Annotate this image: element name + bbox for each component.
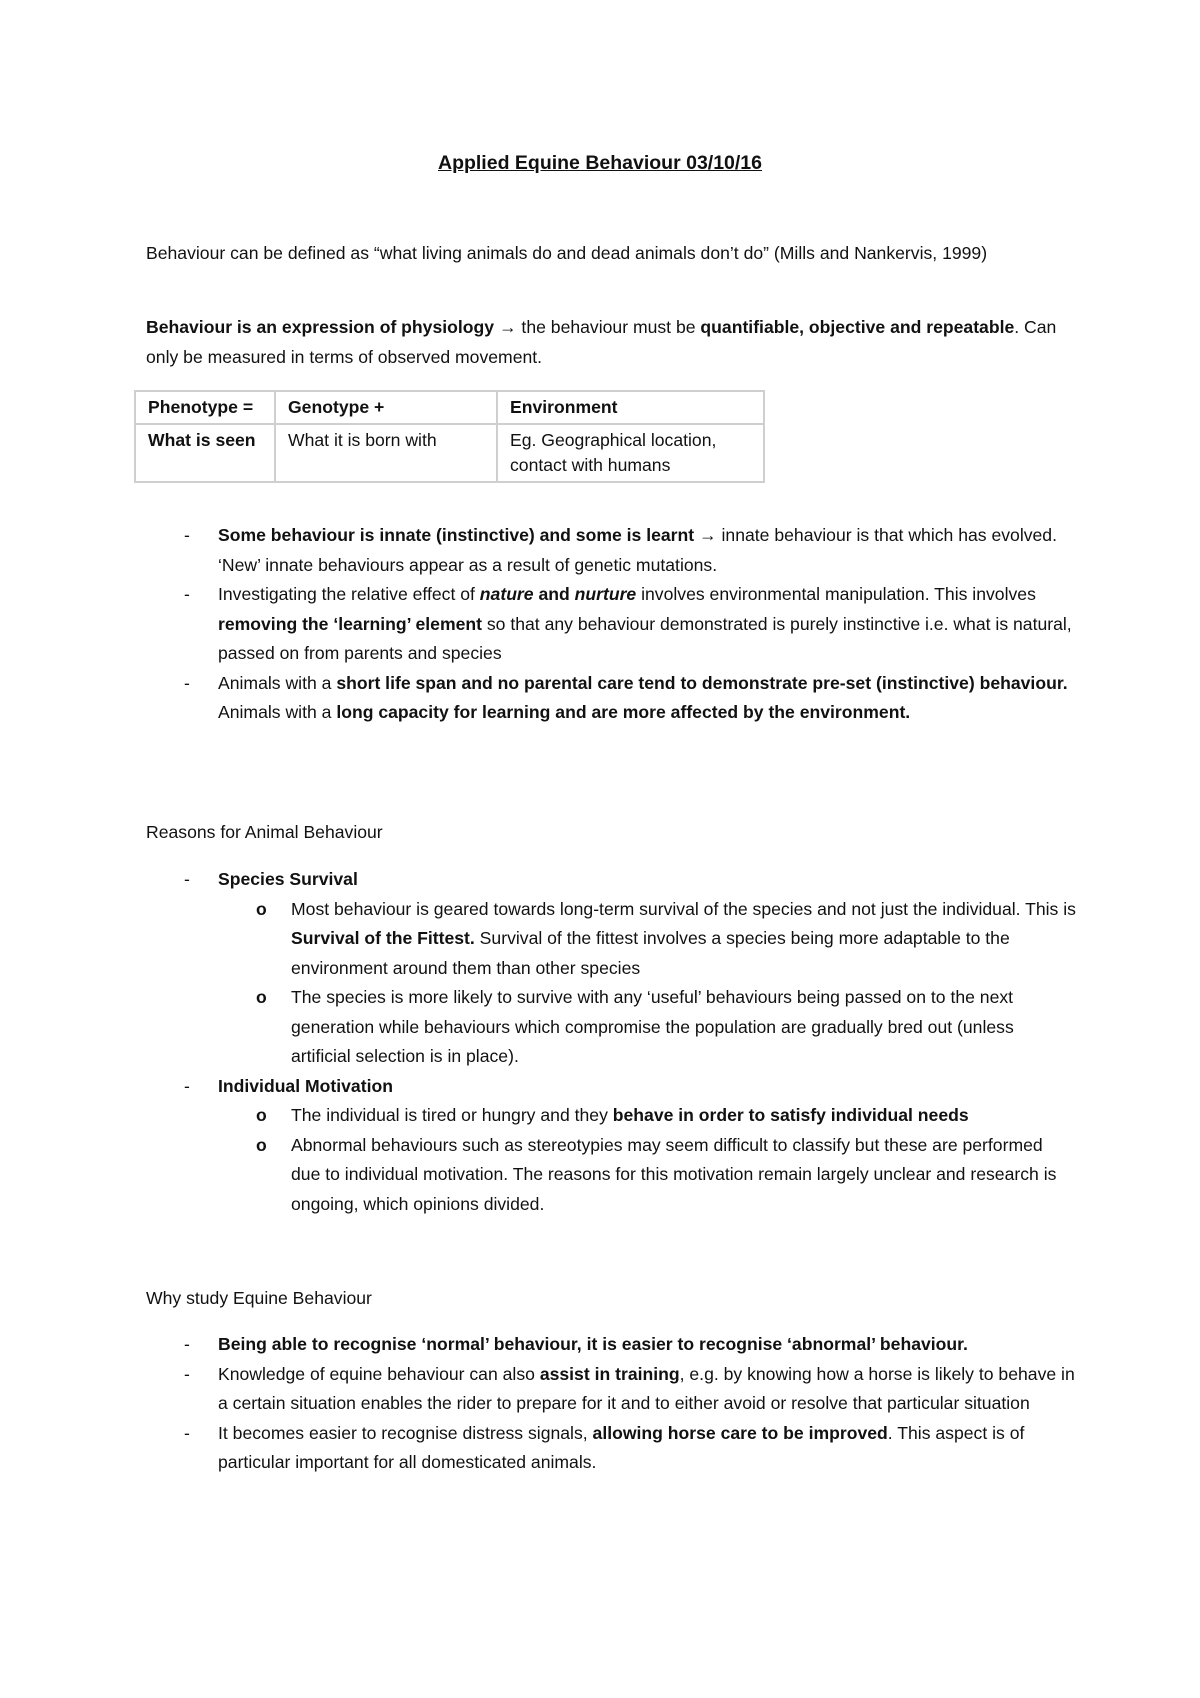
list-text: innate behaviour is that which has evolved. ‘New’ innate behaviours appear as a result of genetic mutations. [218, 525, 1057, 575]
table-cell [275, 424, 497, 482]
cell-text: Eg. Geographical location, contact with humans [510, 430, 717, 475]
bold-text: Being able to recognise ‘normal’ behaviour, it is easier to recognise ‘abnormal’ behaviour. [218, 1334, 968, 1354]
bold-text: Individual Motivation [218, 1075, 393, 1096]
cell-text: Genotype + [288, 397, 385, 417]
dash-bullet: - [184, 672, 190, 693]
list-text: Knowledge of equine behaviour can also [218, 1363, 540, 1384]
expression-text-1: the behaviour must be [516, 317, 701, 337]
list-text: Investigating the relative effect of [218, 584, 480, 604]
expression-bold-2: quantifiable, objective and repeatable [700, 317, 1015, 337]
bold-italic-text: nurture [574, 584, 637, 604]
list-item [146, 1419, 1076, 1478]
expression-bold-1: Behaviour is an expression of physiology [146, 317, 495, 337]
cell-text: Phenotype = [148, 397, 254, 417]
behaviour-list [146, 521, 1076, 728]
cell-text: Environment [510, 397, 618, 417]
bold-text: long capacity for learning and are more affected by the environment. [336, 702, 911, 722]
list-item [146, 521, 1076, 580]
bold-text: behave in order to satisfy individual needs [612, 1105, 969, 1125]
list-item [146, 1072, 1076, 1220]
table-cell [135, 424, 275, 482]
list-item [218, 1131, 1076, 1220]
list-text: involves environmental manipulation. This involves [636, 584, 1036, 604]
dash-bullet: - [184, 869, 190, 889]
circle-bullet: o [256, 1134, 267, 1155]
motivation-sublist [218, 1101, 1076, 1219]
cell-text: What is seen [148, 430, 256, 450]
bold-text: allowing horse care to be improved [592, 1422, 888, 1443]
definition-paragraph: Behaviour can be defined as “what living animals do and dead animals don’t do” (Mills and Nankervis, 1999) [146, 243, 988, 263]
dash-bullet: - [184, 584, 190, 604]
bold-text: removing the ‘learning’ element [218, 613, 482, 634]
list-item [146, 580, 1076, 669]
list-item [146, 865, 1076, 1072]
table-row [135, 391, 764, 424]
physiology-paragraph [146, 313, 1066, 372]
dash-bullet: - [184, 525, 190, 545]
arrow-icon: → [699, 525, 717, 545]
table-cell [135, 391, 275, 424]
list-item [218, 983, 1076, 1072]
circle-bullet: o [256, 987, 267, 1007]
arrow-icon: → [498, 317, 517, 337]
reasons-list [146, 865, 1076, 1219]
list-text: It becomes easier to recognise distress signals, [218, 1422, 593, 1443]
bold-text: Survival of the Fittest. [291, 928, 475, 948]
expression-text-2: . Can only be measured in terms of observed movement. [146, 317, 1057, 367]
list-text: Survival of the fittest involves a species being more adaptable to the environment around them than other species [291, 928, 1010, 978]
table-cell [497, 424, 764, 482]
why-heading: Why study Equine Behaviour [146, 1288, 372, 1308]
table-cell [497, 391, 764, 424]
dash-bullet: - [184, 1075, 190, 1096]
cell-text: What it is born with [288, 430, 437, 450]
bold-italic-text: nature [479, 584, 534, 604]
list-text: Abnormal behaviours such as stereotypies may seem difficult to classify but these are performed due to individual motivation. The reasons for this motivation remain largely unclear and research is ongoing, which opinions divided. [291, 1134, 1057, 1214]
list-item [218, 1101, 1076, 1131]
list-item [146, 1360, 1076, 1419]
list-item [146, 669, 1076, 728]
table-cell [275, 391, 497, 424]
list-text: . This aspect is of particular important for all domesticated animals. [218, 1422, 1025, 1472]
why-list [146, 1330, 1076, 1478]
dash-bullet: - [184, 1422, 190, 1443]
list-text: The individual is tired or hungry and they [291, 1105, 613, 1125]
circle-bullet: o [256, 1105, 267, 1125]
dash-bullet: - [184, 1334, 190, 1354]
reasons-heading: Reasons for Animal Behaviour [146, 822, 383, 842]
list-text: Most behaviour is geared towards long-term survival of the species and not just the individual. This is [291, 898, 1076, 919]
list-text: The species is more likely to survive with any ‘useful’ behaviours being passed on to the next generation while behaviours which compromise the population are gradually bred out (unless artificial selection is in place). [291, 987, 1014, 1066]
bold-text: and [533, 584, 575, 604]
list-item [218, 895, 1076, 984]
bold-text: Some behaviour is innate (instinctive) and some is learnt [218, 525, 695, 545]
bold-text: assist in training [539, 1363, 680, 1384]
bold-text: Species Survival [218, 869, 358, 889]
list-text: Animals with a [218, 702, 337, 722]
list-text: so that any behaviour demonstrated is purely instinctive i.e. what is natural, passed on from parents and species [218, 613, 1072, 663]
dash-bullet: - [184, 1363, 190, 1384]
circle-bullet: o [256, 898, 267, 919]
bold-text: short life span and no parental care tend to demonstrate pre-set (instinctive) behaviour. [336, 672, 1068, 693]
species-sublist [218, 895, 1076, 1072]
phenotype-table [134, 390, 765, 483]
list-text: , e.g. by knowing how a horse is likely to behave in a certain situation enables the rider to prepare for it and to either avoid or resolve that particular situation [218, 1363, 1075, 1413]
table-row [135, 424, 764, 482]
list-item [146, 1330, 1076, 1360]
list-text: Animals with a [218, 672, 337, 693]
document-title: Applied Equine Behaviour 03/10/16 [437, 152, 763, 174]
